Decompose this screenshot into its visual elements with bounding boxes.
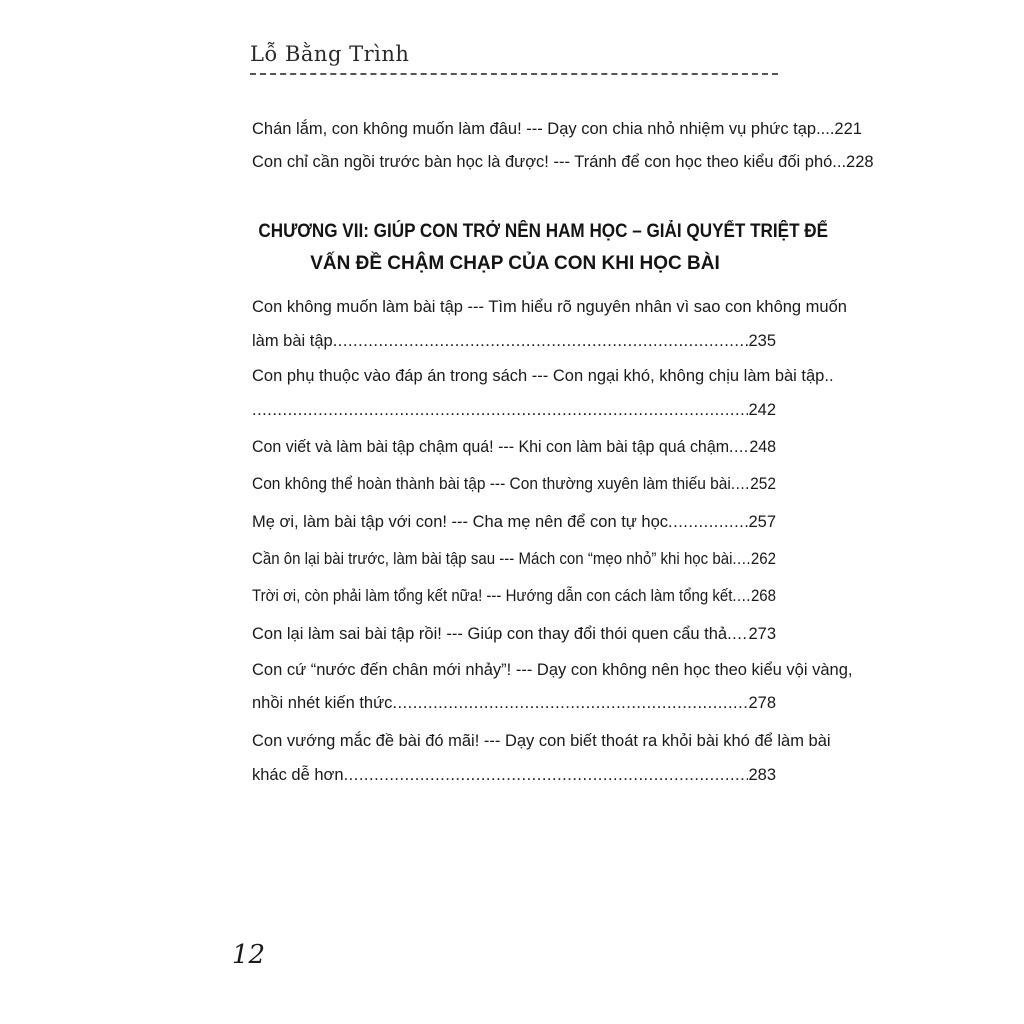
toc-entry-line <box>252 660 853 680</box>
dot-leader <box>732 549 750 569</box>
toc-entry-text: Con không thể hoàn thành bài tập --- Con thường xuyên làm thiếu bài <box>252 475 731 493</box>
toc-entry-line <box>252 297 847 317</box>
toc-entry <box>252 474 776 494</box>
toc-page-number: 283 <box>748 766 776 784</box>
toc-entry-line <box>252 731 831 751</box>
toc-entry-text: Con cứ “nước đến chân mới nhảy”! --- Dạy con không nên học theo kiểu vội vàng, <box>252 661 853 679</box>
toc-page-number: 268 <box>750 587 776 605</box>
header-divider <box>250 73 778 75</box>
toc-entry-text: Con không muốn làm bài tập --- Tìm hiểu rõ nguyên nhân vì sao con không muốn <box>252 298 847 316</box>
dot-leader <box>732 586 751 606</box>
dot-leader <box>668 512 748 532</box>
toc-page-number: 252 <box>750 475 776 493</box>
dot-leader <box>729 437 749 457</box>
toc-entry-text: Con phụ thuộc vào đáp án trong sách --- Con ngại khó, không chịu làm bài tập.. <box>252 367 834 385</box>
page-number: 12 <box>232 940 266 970</box>
toc-entry-text: Chán lắm, con không muốn làm đâu! --- Dạy con chia nhỏ nhiệm vụ phức tạp....221 <box>252 120 862 138</box>
toc-entry-text: Mẹ ơi, làm bài tập với con! --- Cha mẹ nên để con tự học <box>252 513 669 531</box>
toc-entry <box>252 549 776 569</box>
dot-leader <box>731 474 750 494</box>
toc-page-number: 248 <box>749 438 776 456</box>
toc-entry-line <box>252 693 776 713</box>
toc-entry <box>252 624 776 644</box>
chapter-heading-line-2: VẤN ĐỀ CHẬM CHẠP CỦA CON KHI HỌC BÀI <box>310 253 720 274</box>
dot-leader <box>392 693 748 713</box>
toc-entry-line <box>252 765 776 785</box>
toc-entry-text: nhồi nhét kiến thức <box>252 694 393 712</box>
toc-entry-text: Con lại làm sai bài tập rồi! --- Giúp con thay đổi thói quen cẩu thả <box>252 625 728 643</box>
toc-page-number: 242 <box>748 401 776 419</box>
toc-entry-text: làm bài tập <box>252 332 333 350</box>
toc-entry-text: Trời ơi, còn phải làm tổng kết nữa! --- Hướng dẫn con cách làm tổng kết <box>252 587 733 605</box>
dot-leader <box>252 400 748 420</box>
toc-entry <box>252 152 874 172</box>
toc-entry <box>252 119 862 139</box>
toc-entry-text: Cần ôn lại bài trước, làm bài tập sau --- Mách con “mẹo nhỏ” khi học bài <box>252 550 733 568</box>
toc-entry-text: Con chỉ cần ngồi trước bàn học là được! --- Tránh để con học theo kiểu đối phó...228 <box>252 153 874 171</box>
toc-entry <box>252 437 776 457</box>
toc-entry-line <box>252 366 834 386</box>
toc-entry-text: Con viết và làm bài tập chậm quá! --- Khi con làm bài tập quá chậm <box>252 438 730 456</box>
running-header-author: Lỗ Bằng Trình <box>250 42 410 66</box>
toc-entry-line <box>252 331 776 351</box>
toc-entry-line <box>252 400 776 420</box>
dot-leader <box>727 624 748 644</box>
toc-page-number: 235 <box>748 332 776 350</box>
toc-entry <box>252 586 776 606</box>
toc-page-number: 273 <box>748 625 776 643</box>
toc-entry <box>252 512 776 532</box>
dot-leader <box>344 765 749 785</box>
toc-entry-text: khác dễ hơn <box>252 766 344 784</box>
chapter-heading-line-1: CHƯƠNG VII: GIÚP CON TRỞ NÊN HAM HỌC – GIẢI QUYẾT TRIỆT ĐỂ <box>258 221 829 242</box>
toc-page-number: 262 <box>750 550 776 568</box>
toc-page-number: 278 <box>748 694 776 712</box>
toc-entry-text: Con vướng mắc đề bài đó mãi! --- Dạy con biết thoát ra khỏi bài khó để làm bài <box>252 732 831 750</box>
dot-leader <box>333 331 749 351</box>
toc-page-number: 257 <box>748 513 776 531</box>
